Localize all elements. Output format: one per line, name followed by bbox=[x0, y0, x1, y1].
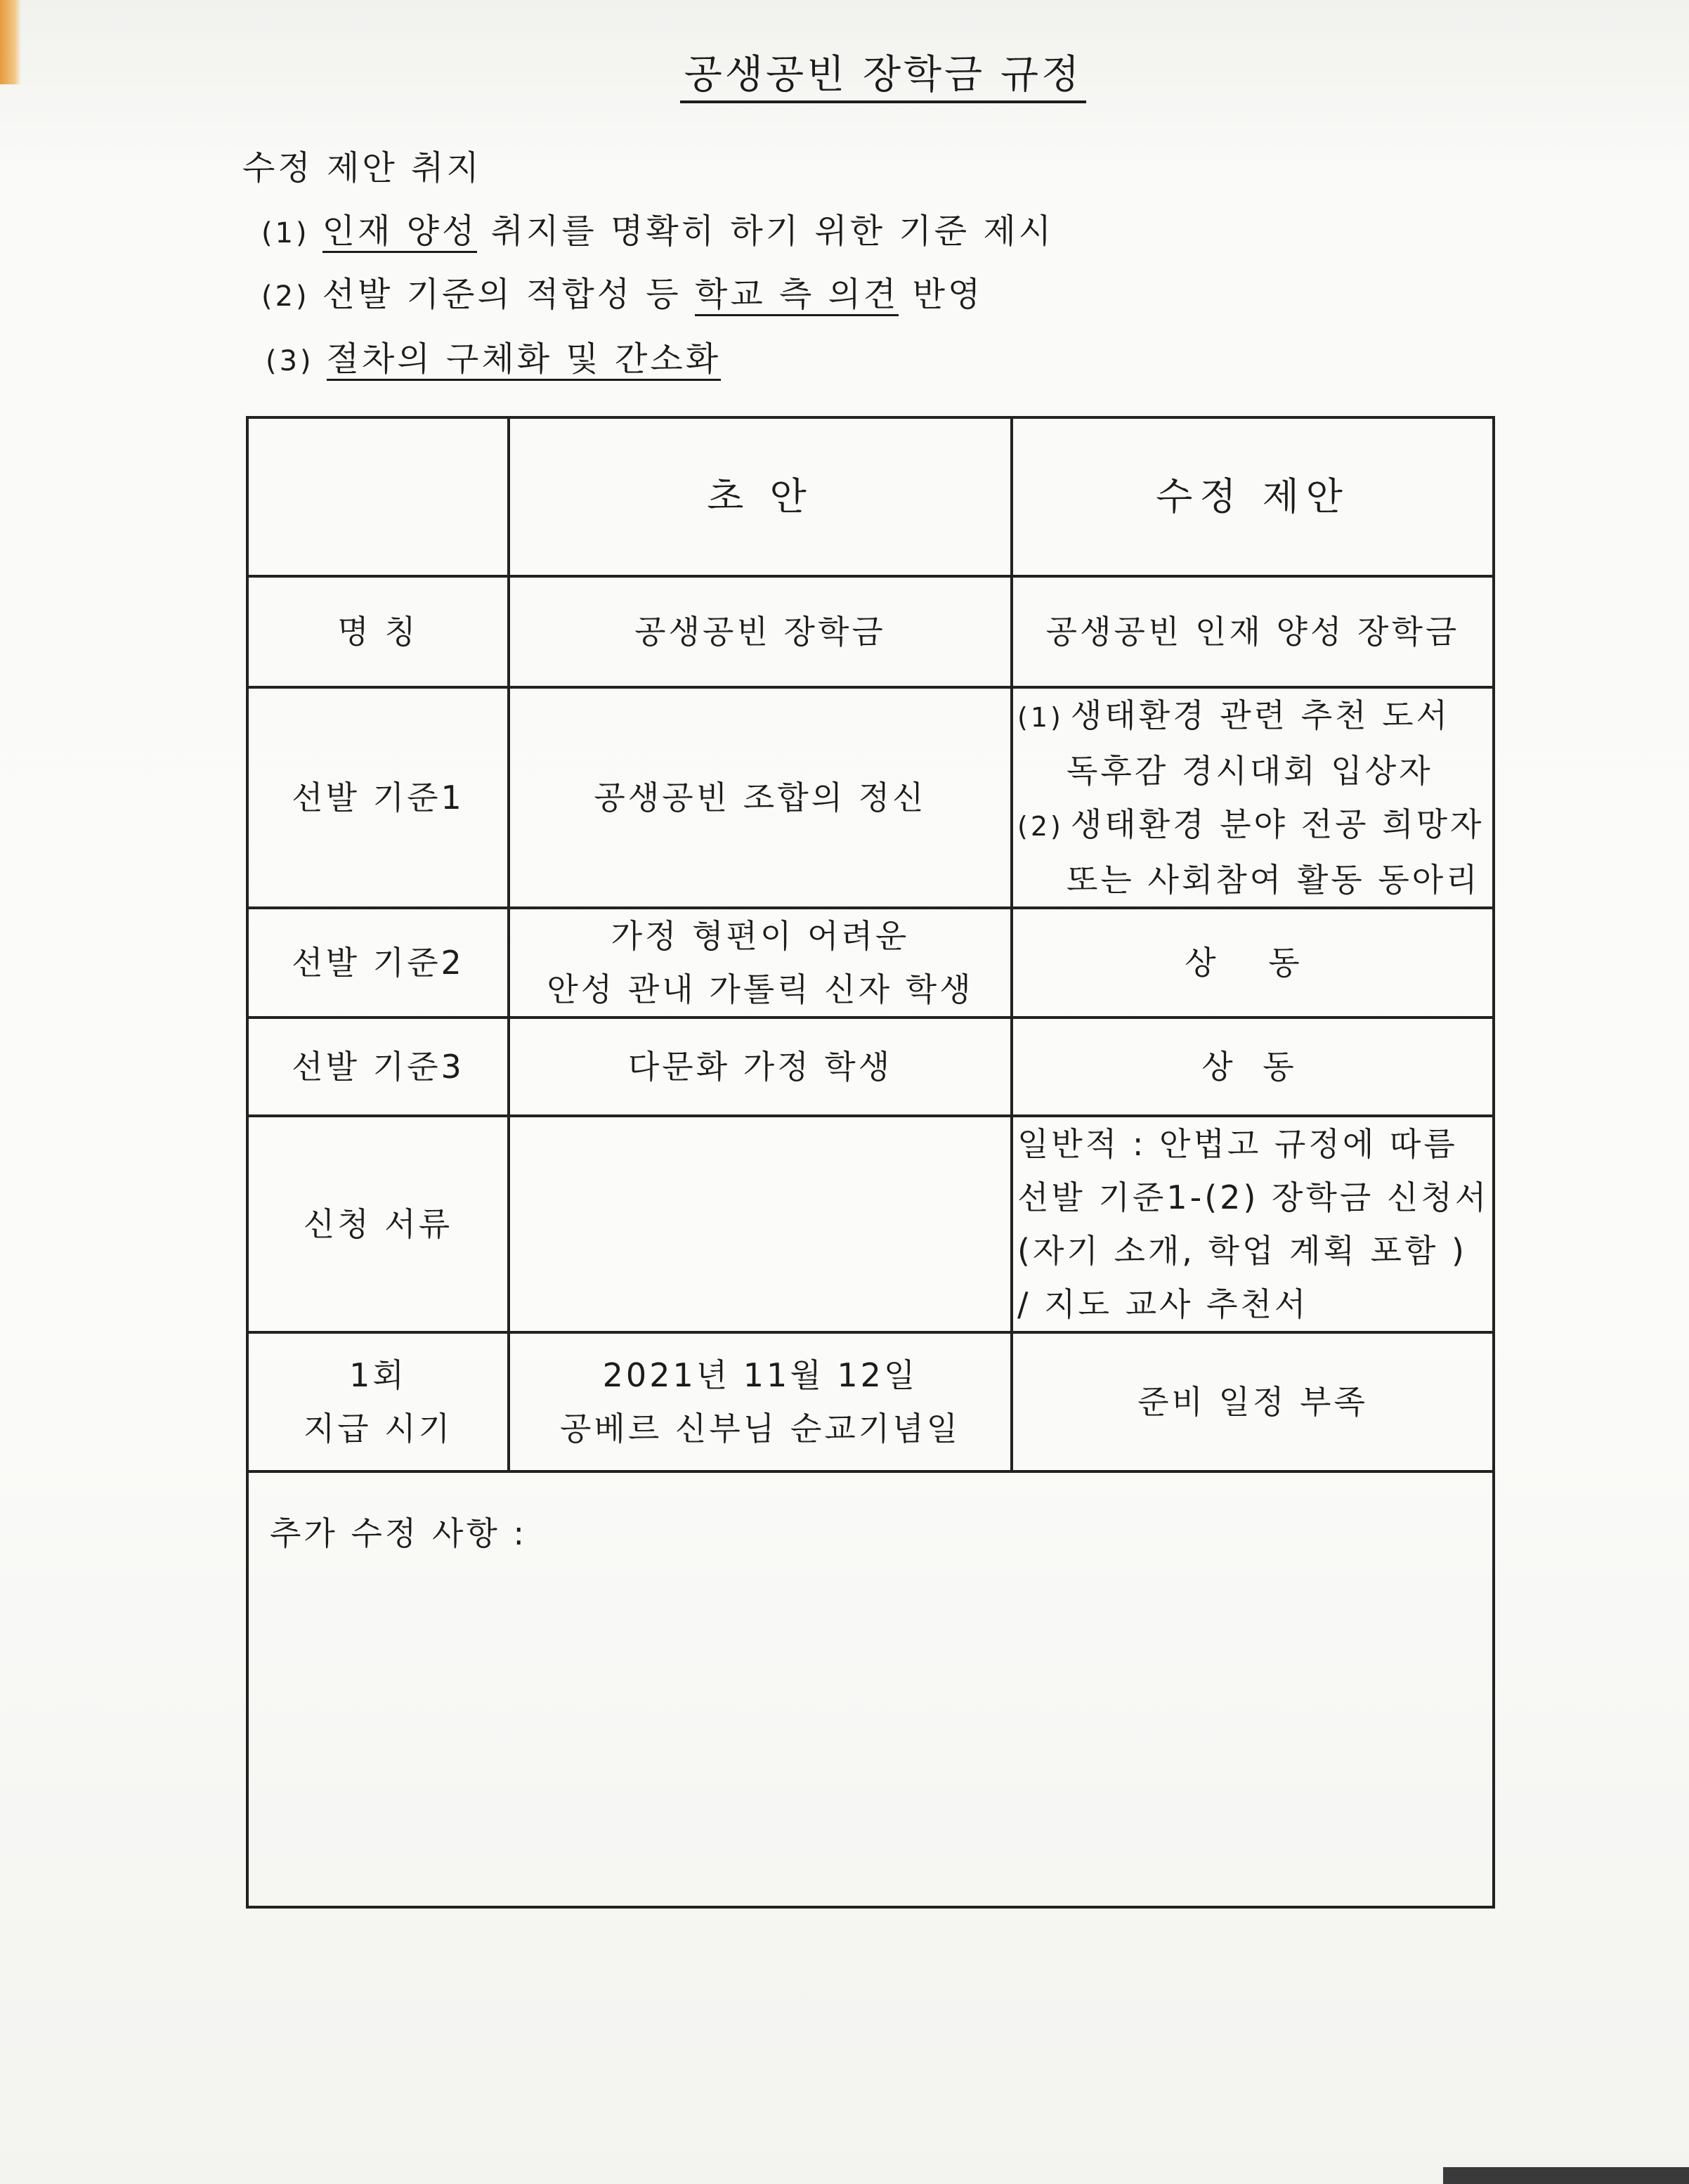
draft-cell bbox=[509, 1116, 1012, 1332]
proposal-cell: 상 동 bbox=[1012, 908, 1494, 1018]
row-label: 신청 서류 bbox=[247, 1116, 509, 1332]
row-label: 선발 기준2 bbox=[247, 908, 509, 1018]
table-row bbox=[247, 1332, 1494, 1471]
purpose-item-3: (3) 절차의 구체화 및 간소화 bbox=[266, 332, 721, 380]
table-row bbox=[247, 687, 1494, 908]
proposal-cell: (1) 생태환경 관련 추천 도서 독후감 경시대회 입상자 (2) 생태환경 분야 전공 희망자 또는 사회참여 활동 동아리 bbox=[1012, 687, 1494, 908]
draft-cell: 공생공빈 장학금 bbox=[509, 576, 1012, 687]
header-blank-cell bbox=[247, 417, 509, 576]
proposal-cell: 공생공빈 인재 양성 장학금 bbox=[1012, 576, 1494, 687]
purpose-heading: 수정 제안 취지 bbox=[242, 148, 482, 188]
table-row bbox=[247, 908, 1494, 1018]
table-header-row bbox=[247, 417, 1494, 576]
row-label: 선발 기준1 bbox=[247, 687, 509, 908]
proposal-cell: 상 동 bbox=[1012, 1018, 1494, 1116]
row-label: 명 칭 bbox=[247, 576, 509, 687]
additional-notes-row bbox=[247, 1471, 1494, 1907]
proposal-cell: 일반적 : 안법고 규정에 따름 선발 기준1-(2) 장학금 신청서 (자기 소개, 학업 계획 포함 ) / 지도 교사 추천서 bbox=[1012, 1116, 1494, 1332]
draft-cell: 2021년 11월 12일 공베르 신부님 순교기념일 bbox=[509, 1332, 1012, 1471]
row-label: 선발 기준3 bbox=[247, 1018, 509, 1116]
row-label: 1회 지급 시기 bbox=[247, 1332, 509, 1471]
table-row bbox=[247, 1018, 1494, 1116]
header-proposal: 수정 제안 bbox=[1012, 417, 1494, 576]
draft-cell: 다문화 가정 학생 bbox=[509, 1018, 1012, 1116]
additional-notes-cell bbox=[247, 1471, 1494, 1907]
document-title: 공생공빈 장학금 규정 bbox=[0, 44, 1689, 100]
purpose-item-1: (1) 인재 양성 취지를 명확히 하기 위한 기준 제시 bbox=[261, 204, 1054, 252]
corner-shadow bbox=[1443, 2167, 1689, 2184]
header-draft: 초 안 bbox=[509, 417, 1012, 576]
table-row bbox=[247, 1116, 1494, 1332]
proposal-table bbox=[246, 416, 1495, 1909]
proposal-cell: 준비 일정 부족 bbox=[1012, 1332, 1494, 1471]
table-row bbox=[247, 576, 1494, 687]
draft-cell: 가정 형편이 어려운 안성 관내 가톨릭 신자 학생 bbox=[509, 908, 1012, 1018]
additional-notes-label: 추가 수정 사항 : bbox=[270, 1514, 527, 1552]
draft-cell: 공생공빈 조합의 정신 bbox=[509, 687, 1012, 908]
purpose-item-2: (2) 선발 기준의 적합성 등 학교 측 의견 반영 bbox=[261, 267, 983, 316]
